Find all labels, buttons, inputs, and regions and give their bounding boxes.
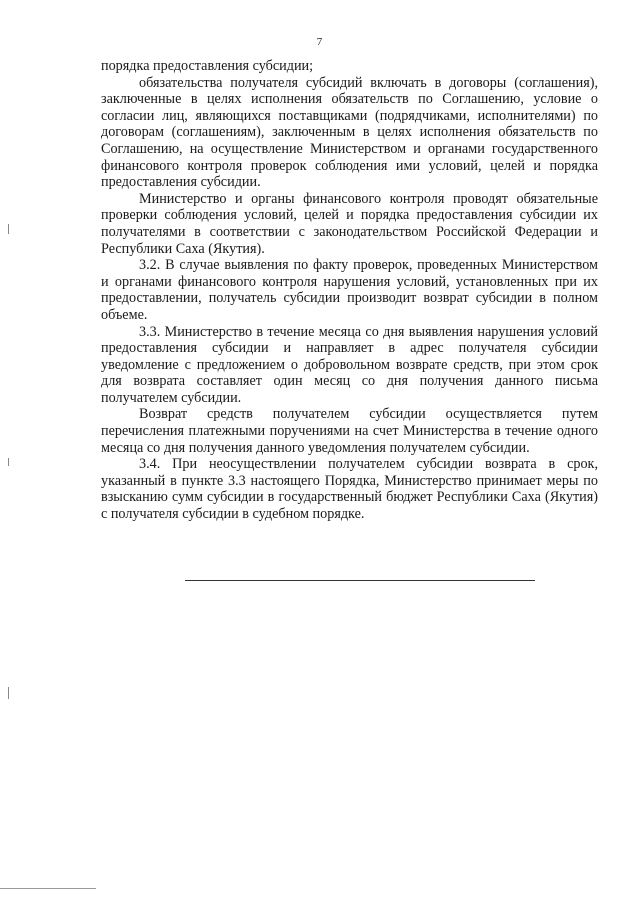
- paragraph-obligations: обязательства получателя субсидий включать в договоры (соглашения), заключенные в целях исполнения обязательств по Соглашению, условие о согласии лиц, являющихся поставщиками (подрядчиками, исполнителями) по договорам (соглашениям), заключенным в целях исполнения обязательств по Соглашению, на осуществление Министерством и органами государственного финансового контроля проверок соблюдения ими условий, целей и порядка предоставления субсидии.: [101, 74, 598, 191]
- paragraph-3-2: 3.2. В случае выявления по факту проверок, проведенных Министерством и органами финансового контроля нарушения условий, установленных при их предоставлении, получатель субсидии производит возврат субсидии в полном объеме.: [101, 257, 598, 323]
- scan-mark: [8, 224, 9, 234]
- paragraph-refund: Возврат средств получателем субсидии осуществляется путем перечисления платежными поручениями на счет Министерства в течение одного месяца со дня получения данного уведомления получателем субсидии.: [101, 406, 598, 456]
- paragraph-ministry-checks: Министерство и органы финансового контроля проводят обязательные проверки соблюдения условий, целей и порядка предоставления субсидии их получателями в соответствии с законодательством Российской Федерации и Республики Саха (Якутия).: [101, 190, 598, 257]
- paragraph-3-3: 3.3. Министерство в течение месяца со дня выявления нарушения условий предоставления субсидии и направляет в адрес получателя субсидии уведомление с предложением о добровольном возврате средств, при этом срок для возврата составляет один месяц со дня получения данного письма получателем субсидии.: [101, 323, 598, 406]
- paragraph-continuation: порядка предоставления субсидии;: [101, 58, 314, 74]
- document-body: [101, 58, 598, 523]
- footer-rule: [0, 888, 96, 889]
- end-divider-line: [185, 580, 535, 581]
- scan-mark: [8, 458, 9, 466]
- paragraph-3-4: 3.4. При неосуществлении получателем субсидии возврата в срок, указанный в пункте 3.3 настоящего Порядка, Министерство принимает меры по взысканию сумм субсидии в государственный бюджет Республики Саха (Якутия) с получателя субсидии в судебном порядке.: [101, 456, 598, 523]
- scan-mark: [8, 687, 9, 699]
- page-number: 7: [316, 36, 323, 48]
